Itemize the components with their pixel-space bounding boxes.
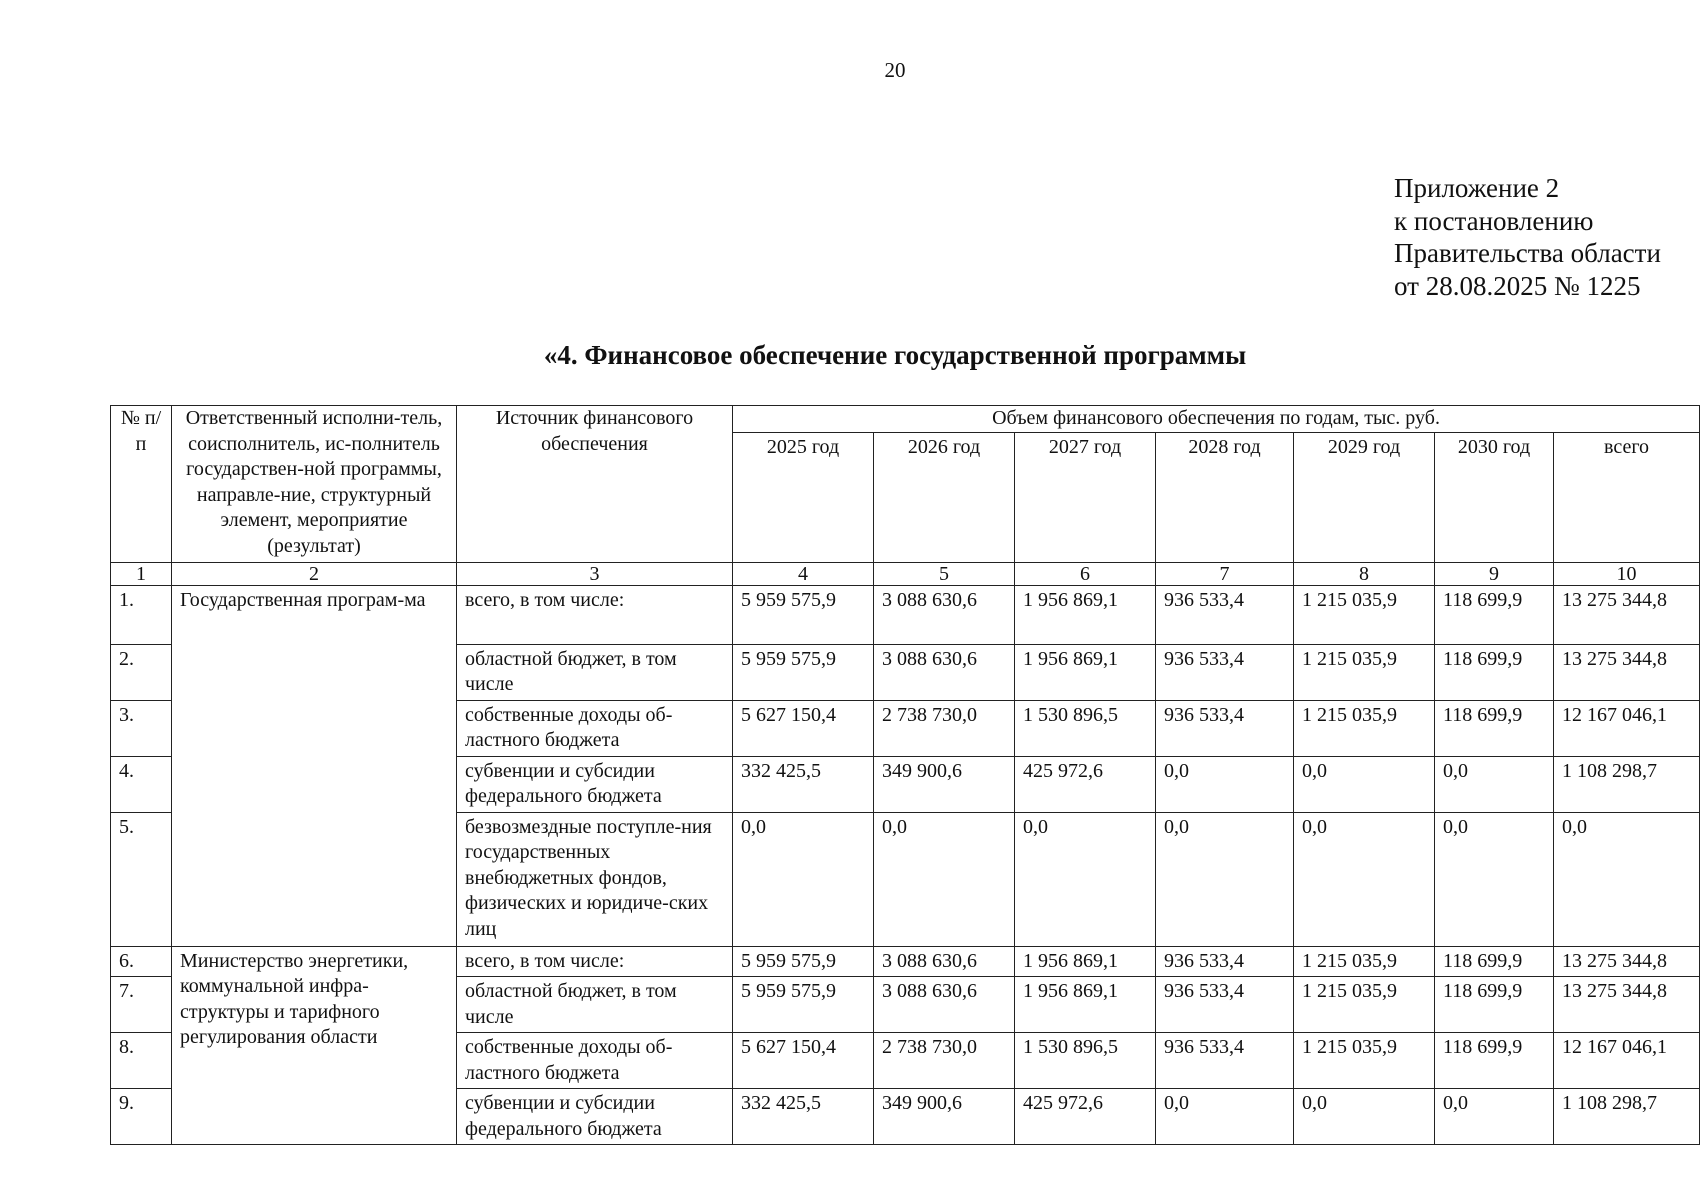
- financing-table: [110, 405, 1700, 1145]
- value-cell: 1 956 869,1: [1015, 946, 1156, 977]
- value-cell: 2 738 730,0: [874, 700, 1015, 756]
- header-year: 2027 год: [1015, 432, 1156, 562]
- total-cell: 1 108 298,7: [1554, 1089, 1700, 1145]
- total-cell: 1 108 298,7: [1554, 756, 1700, 812]
- header-year: 2029 год: [1294, 432, 1435, 562]
- value-cell: 5 627 150,4: [733, 700, 874, 756]
- appendix-line: к постановлению: [1394, 205, 1594, 236]
- source-cell: собственные доходы об-ластного бюджета: [457, 700, 733, 756]
- total-cell: 13 275 344,8: [1554, 585, 1700, 644]
- document-title: «4. Финансовое обеспечение государственной программы: [543, 340, 1247, 370]
- value-cell: 1 215 035,9: [1294, 977, 1435, 1033]
- value-cell: 0,0: [1294, 756, 1435, 812]
- column-number: 6: [1015, 562, 1156, 585]
- row-number: 7.: [111, 977, 172, 1033]
- total-cell: 12 167 046,1: [1554, 700, 1700, 756]
- value-cell: 0,0: [1156, 1089, 1294, 1145]
- source-cell: всего, в том числе:: [457, 585, 733, 644]
- value-cell: 332 425,5: [733, 756, 874, 812]
- header-year: 2026 год: [874, 432, 1015, 562]
- value-cell: 0,0: [1435, 812, 1554, 946]
- value-cell: 0,0: [1435, 1089, 1554, 1145]
- value-cell: 1 956 869,1: [1015, 977, 1156, 1033]
- value-cell: 0,0: [1156, 756, 1294, 812]
- column-number: 10: [1554, 562, 1700, 585]
- column-number-row: [111, 562, 1700, 585]
- total-cell: 13 275 344,8: [1554, 977, 1700, 1033]
- value-cell: 0,0: [1294, 1089, 1435, 1145]
- source-cell: всего, в том числе:: [457, 946, 733, 977]
- value-cell: 1 956 869,1: [1015, 644, 1156, 700]
- column-number: 9: [1435, 562, 1554, 585]
- header-num: № п/п: [111, 406, 172, 563]
- source-cell: собственные доходы об-ластного бюджета: [457, 1033, 733, 1089]
- value-cell: 936 533,4: [1156, 977, 1294, 1033]
- header-year: 2030 год: [1435, 432, 1554, 562]
- value-cell: 118 699,9: [1435, 644, 1554, 700]
- source-cell: областной бюджет, в том числе: [457, 977, 733, 1033]
- value-cell: 3 088 630,6: [874, 585, 1015, 644]
- column-number: 1: [111, 562, 172, 585]
- value-cell: 425 972,6: [1015, 756, 1156, 812]
- header-volume: Объем финансового обеспечения по годам, тыс. руб.: [733, 406, 1700, 433]
- source-cell: областной бюджет, в том числе: [457, 644, 733, 700]
- table-row: [111, 946, 1700, 977]
- column-number: 5: [874, 562, 1015, 585]
- value-cell: 349 900,6: [874, 756, 1015, 812]
- value-cell: 3 088 630,6: [874, 977, 1015, 1033]
- value-cell: 5 627 150,4: [733, 1033, 874, 1089]
- column-number: 2: [172, 562, 457, 585]
- value-cell: 2 738 730,0: [874, 1033, 1015, 1089]
- appendix-line: Приложение 2: [1394, 173, 1560, 203]
- column-number: 4: [733, 562, 874, 585]
- value-cell: 1 215 035,9: [1294, 946, 1435, 977]
- header-year: 2028 год: [1156, 432, 1294, 562]
- value-cell: 3 088 630,6: [874, 946, 1015, 977]
- value-cell: 936 533,4: [1156, 585, 1294, 644]
- value-cell: 1 215 035,9: [1294, 700, 1435, 756]
- page-number: 20: [884, 58, 906, 82]
- value-cell: 425 972,6: [1015, 1089, 1156, 1145]
- source-cell: безвозмездные поступле-ния государственных внебюджетных фондов, физических и юридиче-ских лиц: [457, 812, 733, 946]
- value-cell: 1 215 035,9: [1294, 585, 1435, 644]
- header-source: Источник финансового обеспечения: [457, 406, 733, 563]
- total-cell: 13 275 344,8: [1554, 946, 1700, 977]
- value-cell: 0,0: [1294, 812, 1435, 946]
- value-cell: 3 088 630,6: [874, 644, 1015, 700]
- value-cell: 0,0: [1015, 812, 1156, 946]
- source-cell: субвенции и субсидии федерального бюджета: [457, 1089, 733, 1145]
- row-number: 1.: [111, 585, 172, 644]
- column-number: 7: [1156, 562, 1294, 585]
- value-cell: 1 530 896,5: [1015, 1033, 1156, 1089]
- row-number: 5.: [111, 812, 172, 946]
- value-cell: 5 959 575,9: [733, 585, 874, 644]
- row-number: 3.: [111, 700, 172, 756]
- value-cell: 1 215 035,9: [1294, 644, 1435, 700]
- value-cell: 936 533,4: [1156, 1033, 1294, 1089]
- value-cell: 118 699,9: [1435, 1033, 1554, 1089]
- column-number: 8: [1294, 562, 1435, 585]
- value-cell: 118 699,9: [1435, 946, 1554, 977]
- responsible-cell: Министерство энергетики, коммунальной инфра-структуры и тарифного регулирования области: [172, 946, 457, 1145]
- value-cell: 936 533,4: [1156, 946, 1294, 977]
- value-cell: 349 900,6: [874, 1089, 1015, 1145]
- appendix-block: [1394, 172, 1661, 302]
- total-cell: 0,0: [1554, 812, 1700, 946]
- value-cell: 936 533,4: [1156, 700, 1294, 756]
- row-number: 8.: [111, 1033, 172, 1089]
- total-cell: 12 167 046,1: [1554, 1033, 1700, 1089]
- value-cell: 118 699,9: [1435, 700, 1554, 756]
- value-cell: 0,0: [1156, 812, 1294, 946]
- value-cell: 1 530 896,5: [1015, 700, 1156, 756]
- table-row: [111, 585, 1700, 644]
- value-cell: 1 956 869,1: [1015, 585, 1156, 644]
- value-cell: 118 699,9: [1435, 977, 1554, 1033]
- appendix-line: от 28.08.2025 № 1225: [1394, 270, 1641, 301]
- column-number: 3: [457, 562, 733, 585]
- row-number: 4.: [111, 756, 172, 812]
- value-cell: 936 533,4: [1156, 644, 1294, 700]
- value-cell: 0,0: [1435, 756, 1554, 812]
- value-cell: 0,0: [874, 812, 1015, 946]
- value-cell: 1 215 035,9: [1294, 1033, 1435, 1089]
- responsible-cell: Государственная програм-ма: [172, 585, 457, 946]
- value-cell: 5 959 575,9: [733, 644, 874, 700]
- header-year: 2025 год: [733, 432, 874, 562]
- appendix-line: Правительства области: [1394, 238, 1661, 268]
- value-cell: 5 959 575,9: [733, 977, 874, 1033]
- total-cell: 13 275 344,8: [1554, 644, 1700, 700]
- value-cell: 118 699,9: [1435, 585, 1554, 644]
- value-cell: 332 425,5: [733, 1089, 874, 1145]
- header-total: всего: [1554, 432, 1700, 562]
- row-number: 9.: [111, 1089, 172, 1145]
- value-cell: 5 959 575,9: [733, 946, 874, 977]
- source-cell: субвенции и субсидии федерального бюджета: [457, 756, 733, 812]
- row-number: 2.: [111, 644, 172, 700]
- header-responsible: Ответственный исполни-тель, соисполнитель, ис-полнитель государствен-ной программы, направле-ние, структурный элемент, мероприятие (результат): [172, 406, 457, 563]
- row-number: 6.: [111, 946, 172, 977]
- value-cell: 0,0: [733, 812, 874, 946]
